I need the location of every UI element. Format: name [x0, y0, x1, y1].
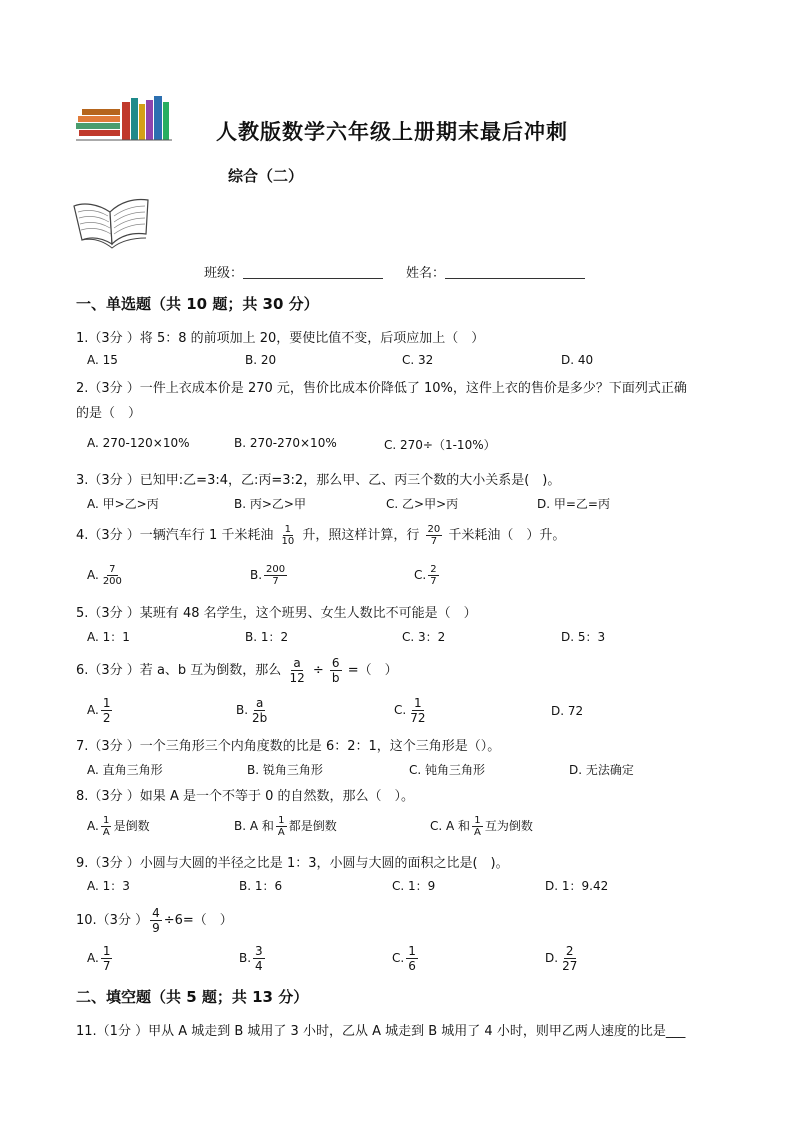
question-8: 8.（3分 ）如果 A 是一个不等于 0 的自然数，那么（ ）。 — [76, 789, 415, 804]
q10-option-d[interactable]: D. $\frac{2}{27}$ — [545, 944, 578, 973]
q10-option-c[interactable]: C. $\frac{1}{6}$ — [392, 944, 416, 973]
q7-option-d[interactable]: D. 无法确定 — [569, 763, 634, 777]
q7-option-b[interactable]: B. 锐角三角形 — [247, 763, 323, 777]
q4-text-post: 千米耗油（ ）升。 — [448, 528, 566, 543]
section1-heading: 一、单选题（共 10 题；共 30 分） — [76, 295, 319, 313]
q6-option-d[interactable]: D. 72 — [551, 704, 584, 718]
q10-option-a[interactable]: A. $\frac{1}{7}$ — [87, 944, 111, 973]
q2-option-a[interactable]: A. 270-120×10% — [87, 436, 190, 450]
question-1: 1.（3分 ）将 5：8 的前项加上 20，要使比值不变，后项应加上（ ） — [76, 331, 485, 346]
question-2-line2: 的是（ ） — [76, 406, 142, 421]
q3-option-c[interactable]: C. 乙>甲>丙 — [386, 497, 459, 511]
class-blank[interactable] — [243, 265, 383, 279]
q4-option-a[interactable]: A. $\frac{7}{200}$ — [87, 564, 122, 587]
q1-option-a[interactable]: A. 15 — [87, 353, 118, 367]
q5-option-b[interactable]: B. 1：2 — [245, 630, 289, 644]
q6-fraction-1: $\frac{a}{12}$ — [289, 656, 305, 685]
q7-option-c[interactable]: C. 钝角三角形 — [409, 763, 486, 777]
question-11: 11.（1分 ）甲从 A 城走到 B 城用了 3 小时，乙从 A 城走到 B 城用了 4 小时，则甲乙两人速度的比是___ — [76, 1024, 686, 1039]
q9-option-d[interactable]: D. 1：9.42 — [545, 879, 609, 893]
q9-option-c[interactable]: C. 1：9 — [392, 879, 436, 893]
q2-option-b[interactable]: B. 270-270×10% — [234, 436, 337, 450]
q4-text-pre: 4.（3分 ）一辆汽车行 1 千米耗油 — [76, 528, 274, 543]
page-subtitle: 综合（二） — [228, 167, 304, 185]
q2-option-c[interactable]: C. 270÷（1-10%） — [384, 438, 496, 452]
question-10: 10.（3分 ） $\frac{4}{9}$ ÷6=（ ） — [76, 906, 233, 935]
class-label: 班级： — [204, 266, 244, 281]
q4-option-c[interactable]: C. $\frac{2}{7}$ — [414, 564, 437, 587]
name-label: 姓名： — [406, 266, 446, 281]
q8-option-c[interactable]: C. A 和 $\frac{1}{A}$ 互为倒数 — [430, 815, 533, 838]
q5-option-d[interactable]: D. 5：3 — [561, 630, 606, 644]
q3-option-d[interactable]: D. 甲=乙=丙 — [537, 497, 610, 511]
q3-option-a[interactable]: A. 甲>乙>丙 — [87, 497, 159, 511]
name-blank[interactable] — [445, 265, 585, 279]
q8-option-b[interactable]: B. A 和 $\frac{1}{A}$ 都是倒数 — [234, 815, 337, 838]
q7-option-a[interactable]: A. 直角三角形 — [87, 763, 163, 777]
q6-option-a[interactable]: A. $\frac{1}{2}$ — [87, 696, 111, 725]
question-6: 6.（3分 ）若 a、b 互为倒数，那么 $\frac{a}{12}$ ÷ $\frac{6}{b}$ =（ ） — [76, 656, 398, 685]
q4-option-b[interactable]: B. $\frac{200}{7}$ — [250, 564, 286, 587]
question-7: 7.（3分 ）一个三角形三个内角度数的比是 6：2：1，这个三角形是（）。 — [76, 739, 501, 754]
q10-fraction: $\frac{4}{9}$ — [152, 906, 160, 935]
q5-option-c[interactable]: C. 3：2 — [402, 630, 446, 644]
q1-option-b[interactable]: B. 20 — [245, 353, 277, 367]
section2-heading: 二、填空题（共 5 题；共 13 分） — [76, 988, 309, 1006]
question-2-line1: 2.（3分 ）一件上衣成本价是 270 元，售价比成本价降低了 10%，这件上衣的售价是多少？下面列式正确 — [76, 381, 687, 396]
q1-option-c[interactable]: C. 32 — [402, 353, 434, 367]
q4-fraction-2: $\frac{20}{7}$ — [427, 524, 441, 547]
q9-option-a[interactable]: A. 1：3 — [87, 879, 130, 893]
q10-option-b[interactable]: B. $\frac{3}{4}$ — [239, 944, 263, 973]
q4-text-mid: 升，照这样计算，行 — [302, 528, 420, 543]
q1-option-d[interactable]: D. 40 — [561, 353, 594, 367]
question-4 — [76, 524, 565, 547]
q6-option-b[interactable]: B. $\frac{a}{2b}$ — [236, 696, 268, 725]
name-field — [406, 262, 585, 281]
q5-option-a[interactable]: A. 1：1 — [87, 630, 130, 644]
class-field — [204, 262, 383, 281]
question-5: 5.（3分 ）某班有 48 名学生，这个班男、女生人数比不可能是（ ） — [76, 606, 477, 621]
books-stack-illustration — [76, 94, 176, 142]
q8-option-a[interactable]: A. $\frac{1}{A}$ 是倒数 — [87, 815, 150, 838]
q3-option-b[interactable]: B. 丙>乙>甲 — [234, 497, 306, 511]
page-title: 人教版数学六年级上册期末最后冲刺 — [216, 120, 568, 144]
q4-fraction-1: $\frac{1}{10}$ — [281, 524, 295, 547]
q6-option-c[interactable]: C. $\frac{1}{72}$ — [394, 696, 426, 725]
q9-option-b[interactable]: B. 1：6 — [239, 879, 283, 893]
question-3: 3.（3分 ）已知甲:乙=3:4，乙:丙=3:2，那么甲、乙、丙三个数的大小关系是( )。 — [76, 473, 561, 488]
open-book-illustration — [70, 194, 152, 254]
question-9: 9.（3分 ）小圆与大圆的半径之比是 1：3，小圆与大圆的面积之比是( )。 — [76, 856, 509, 871]
q6-fraction-2: $\frac{6}{b}$ — [331, 656, 340, 685]
